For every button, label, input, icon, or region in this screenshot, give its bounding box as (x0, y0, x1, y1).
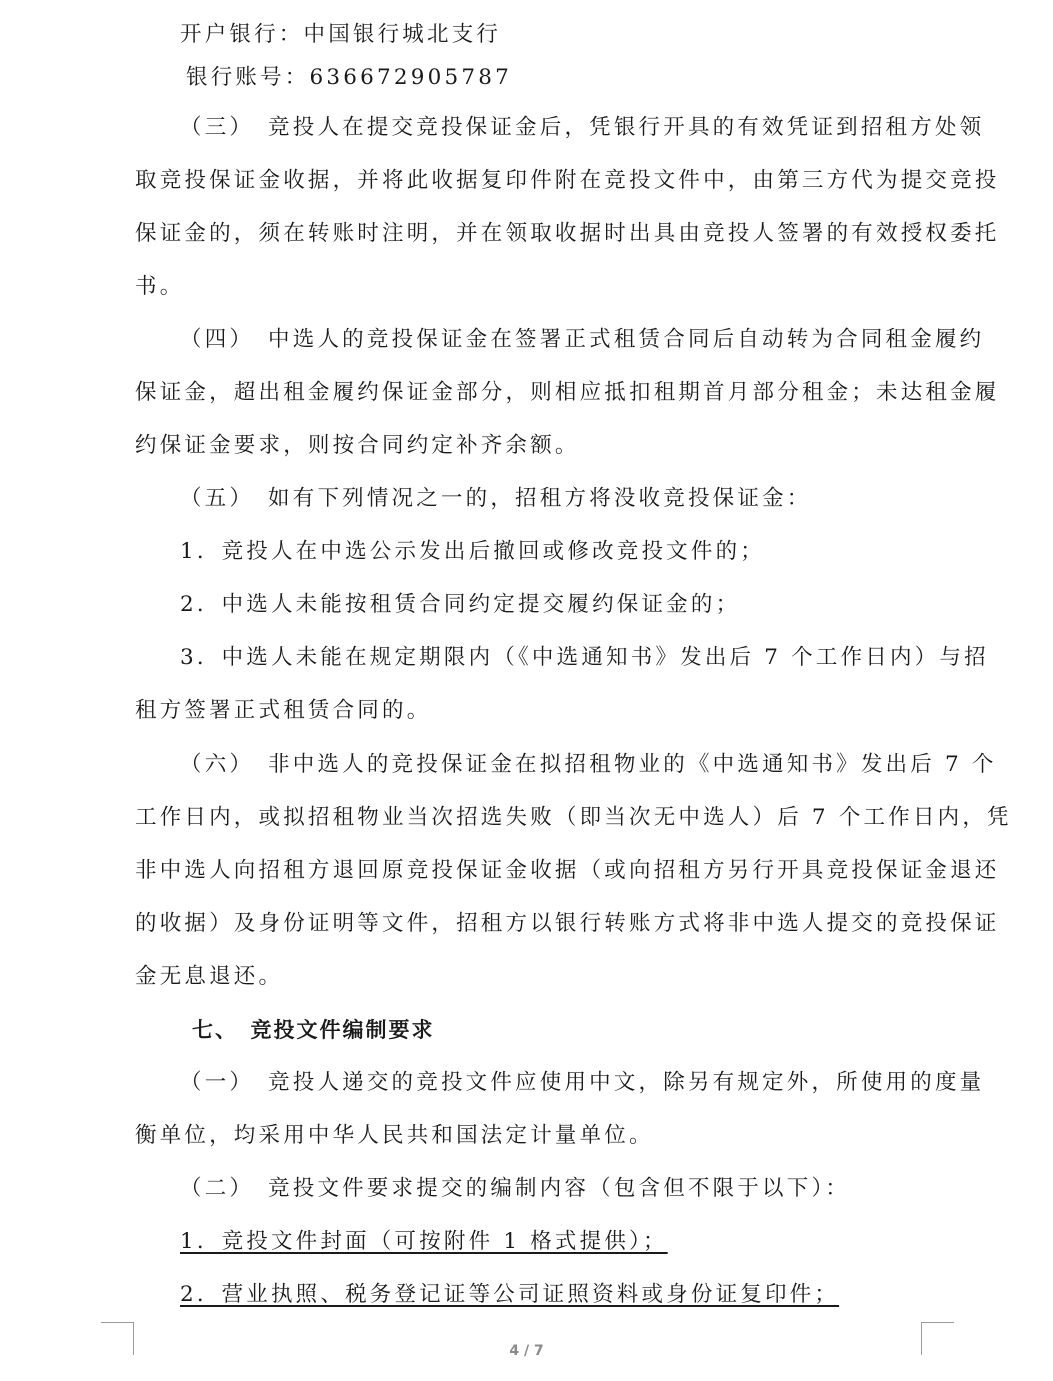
paragraph-6-line: （六） 非中选人的竞投保证金在拟招租物业的《中选通知书》发出后 7 个 (180, 752, 997, 777)
paragraph-6-line: 金无息退还。 (135, 964, 284, 989)
paragraph-6-line: 工作日内，或拟招租物业当次招选失败（即当次无中选人）后 7 个工作日内，凭 (135, 805, 1012, 830)
list-item: 1．竞投文件封面（可按附件 1 格式提供）； (180, 1229, 668, 1254)
paragraph-7-1-line: 衡单位，均采用中华人民共和国法定计量单位。 (135, 1123, 654, 1148)
paragraph-3-line: 书。 (135, 274, 185, 299)
paragraph-6-line: 的收据）及身份证明等文件，招租方以银行转账方式将非中选人提交的竞投保证 (135, 911, 1000, 936)
paragraph-3-line: 保证金的，须在转账时注明，并在领取收据时出具由竞投人签署的有效授权委托 (135, 221, 1000, 246)
paragraph-3-line: （三） 竞投人在提交竞投保证金后，凭银行开具的有效凭证到招租方处领 (180, 115, 985, 140)
list-item: 2．中选人未能按租赁合同约定提交履约保证金的； (180, 592, 741, 617)
bank-name-line: 开户银行：中国银行城北支行 (180, 22, 502, 47)
paragraph-5-line: （五） 如有下列情况之一的，招租方将没收竞投保证金： (180, 486, 812, 511)
paragraph-6-line: 非中选人向招租方退回原竞投保证金收据（或向招租方另行开具竞投保证金退还 (135, 858, 1000, 883)
list-item: 1．竞投人在中选公示发出后撤回或修改竞投文件的； (180, 539, 765, 564)
paragraph-4-line: （四） 中选人的竞投保证金在签署正式租赁合同后自动转为合同租金履约 (180, 327, 985, 352)
list-item: 2．营业执照、税务登记证等公司证照资料或身份证复印件； (180, 1282, 840, 1307)
paragraph-4-line: 约保证金要求，则按合同约定补齐余额。 (135, 433, 580, 458)
page-number: 4 / 7 (509, 1343, 544, 1359)
paragraph-7-1-line: （一） 竞投人递交的竞投文件应使用中文，除另有规定外，所使用的度量 (180, 1070, 985, 1095)
list-item: 3．中选人未能在规定期限内（《中选通知书》发出后 7 个工作日内）与招 (180, 645, 989, 670)
section-heading: 七、 竞投文件编制要求 (192, 1018, 435, 1042)
paragraph-7-2-line: （二） 竞投文件要求提交的编制内容（包含但不限于以下）： (180, 1176, 851, 1201)
paragraph-3-line: 取竞投保证金收据，并将此收据复印件附在竞投文件中，由第三方代为提交竞投 (135, 168, 1000, 193)
list-item: 租方签署正式租赁合同的。 (135, 698, 432, 723)
paragraph-4-line: 保证金，超出租金履约保证金部分，则相应抵扣租期首月部分租金；未达租金履 (135, 380, 1000, 405)
bank-account-line: 银行账号：636672905787 (186, 65, 513, 90)
